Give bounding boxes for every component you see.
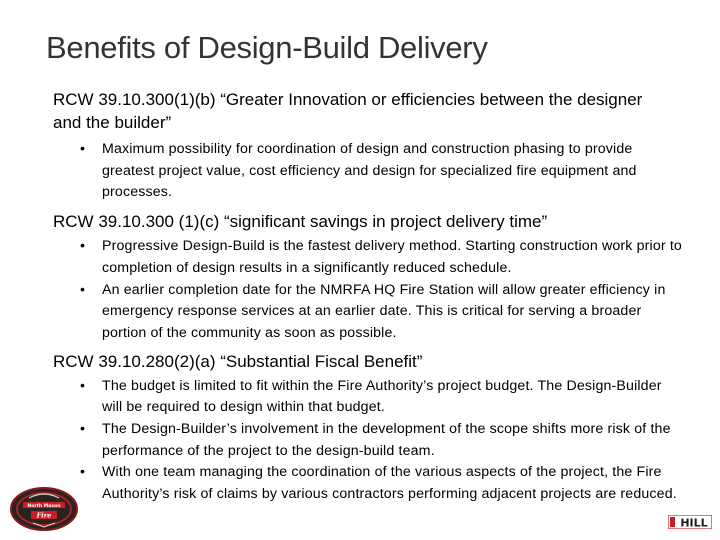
section-fiscal-benefit <box>53 350 683 506</box>
section-heading: RCW 39.10.300(1)(b) “Greater Innovation or efficiencies between the designer and the builder” <box>53 90 643 132</box>
bullet-item: • An earlier completion date for the NMRFA HQ Fire Station will allow greater efficiency in emergency response services at an earlier date. This is critical for serving a broader portion of the community as soon as possible. <box>102 280 683 345</box>
bullet-item: • The Design-Builder’s involvement in the development of the scope shifts more risk of the performance of the project to the design-build team. <box>102 419 683 462</box>
section-time-savings <box>53 210 683 345</box>
bullet-item: • With one team managing the coordination of the various aspects of the project, the Fire Authority’s risk of claims by various contractors performing adjacent projects are reduced. <box>102 462 683 505</box>
page-title: Benefits of Design-Build Delivery <box>46 30 488 65</box>
section-heading: RCW 39.10.300 (1)(c) “significant savings in project delivery time” <box>53 212 548 232</box>
bullet-item: • Progressive Design-Build is the fastest delivery method. Starting construction work prior to completion of design results in a significantly reduced schedule. <box>102 236 683 279</box>
bullet-item: • Maximum possibility for coordination of design and construction phasing to provide greatest project value, cost efficiency and design for specialized fire equipment and processes. <box>102 139 683 204</box>
fire-authority-logo <box>9 486 79 532</box>
slide-content <box>53 88 683 506</box>
bullet-item: • The budget is limited to fit within the Fire Authority’s project budget. The Design-Builder will be required to design within that budget. <box>102 376 683 419</box>
section-heading: RCW 39.10.280(2)(a) “Substantial Fiscal Benefit” <box>53 351 423 371</box>
bullet-list <box>53 236 683 345</box>
logo-text: North Mason <box>27 504 61 509</box>
logo-text: Fire <box>36 511 52 520</box>
bullet-list <box>53 139 683 204</box>
bullet-list <box>53 376 683 506</box>
logo-text: HILL <box>680 516 708 529</box>
company-logo <box>668 515 712 529</box>
section-innovation <box>53 88 683 204</box>
